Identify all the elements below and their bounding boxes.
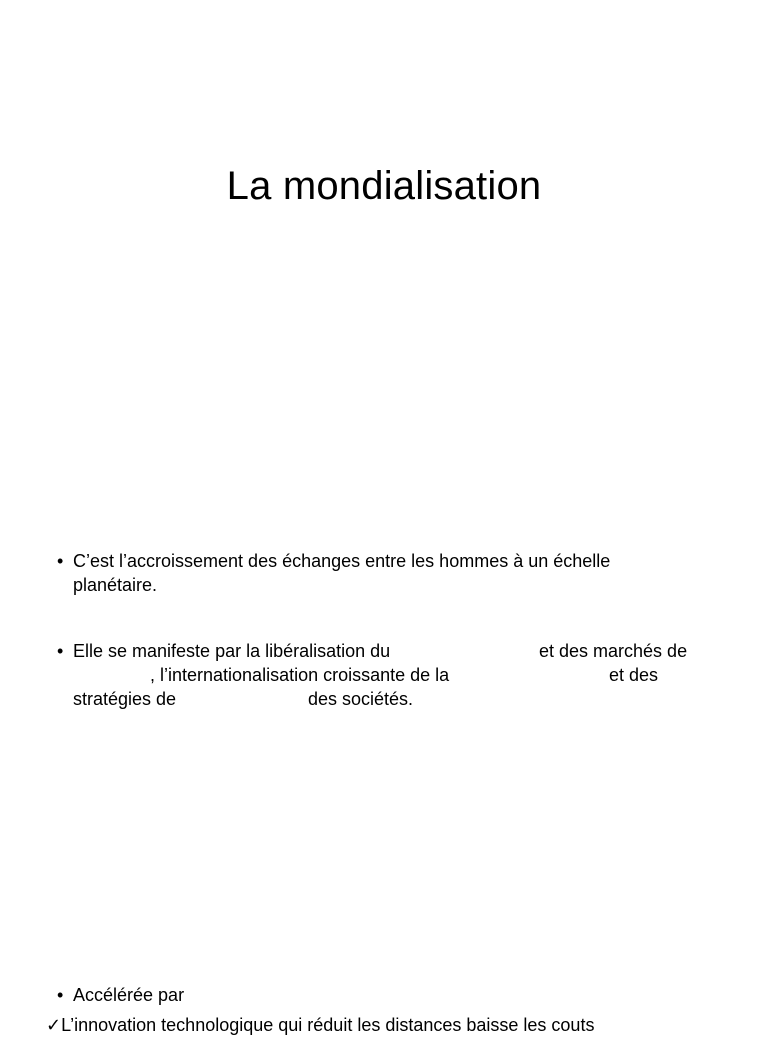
sub-bullet-innovation [46,1013,594,1037]
text-segment: des sociétés. [308,689,414,709]
sub-bullet-text: L’innovation technologique qui réduit les distances baisse les couts [61,1015,595,1035]
text-line [73,573,717,597]
slide-definition [0,430,768,850]
text-segment: stratégies de [73,689,177,709]
bullet-dot: • [57,985,64,1005]
slide-title-page [0,0,768,430]
bullet-body [73,549,717,597]
bullet-body [73,639,717,711]
text-line [73,983,717,1007]
text-line [73,663,717,687]
bullet-dot: • [57,551,64,571]
text-line [73,639,717,663]
text-segment: C’est l’accroissement des échanges entre les hommes à un échelle [73,551,611,571]
slide-title: La mondialisation [226,164,542,208]
text-segment: Accélérée par [73,985,185,1005]
text-segment: et des marchés de [539,641,688,661]
text-segment: Elle se manifeste par la libéralisation du [73,641,391,661]
text-segment: et des [609,665,659,685]
text-line [73,687,717,711]
text-segment: , l’internationalisation croissante de la [150,665,450,685]
checkmark-icon: ✓ [46,1015,62,1035]
bullet-dot: • [57,641,64,661]
text-segment: planétaire. [73,575,158,595]
slide-acceleration [0,850,768,1035]
bullet-body [73,983,717,1007]
text-line [73,549,717,573]
